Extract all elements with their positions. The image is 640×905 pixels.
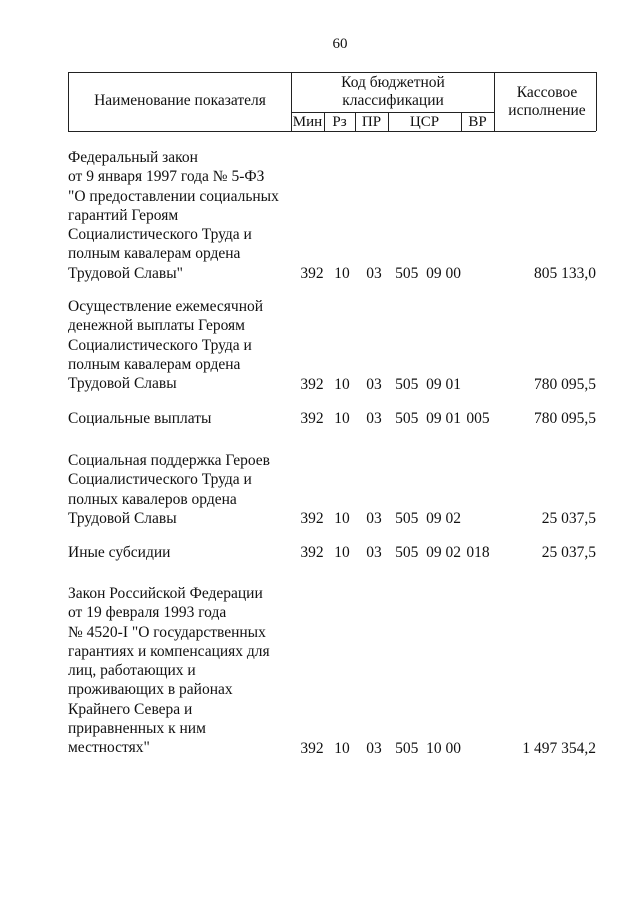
row-code-min: 392	[300, 375, 324, 393]
header-code-label: Код бюджетной классификации	[341, 74, 445, 109]
subheader-rz: Рз	[332, 114, 347, 130]
row-code-min: 392	[300, 739, 324, 757]
row-name-line: Социалистического Труда и	[68, 226, 252, 244]
row-name	[68, 584, 292, 758]
row-name-line: гарантиях и компенсациях для	[68, 642, 270, 660]
row-code-min: 392	[300, 510, 324, 528]
row-name	[68, 409, 292, 428]
row-name-line: Трудовой Славы	[68, 375, 177, 393]
row-name-line: Иные субсидии	[68, 544, 171, 561]
table-row	[68, 584, 596, 758]
row-code-rz: 10	[334, 544, 350, 562]
row-name-line: № 4520-I "О государственных	[68, 623, 266, 641]
table-row	[68, 451, 596, 528]
row-name-line: полных кавалеров ордена	[68, 490, 237, 508]
row-amount: 780 095,5	[534, 375, 596, 393]
row-name-line: проживающих в районах	[68, 681, 233, 699]
table-row	[68, 543, 596, 562]
row-name-line: Социальная поддержка Героев	[68, 452, 270, 469]
row-name-line: от 9 января 1997 года № 5-ФЗ	[68, 168, 265, 186]
header-amount-label: Кассовое исполнение	[508, 84, 586, 119]
header-bottom-border	[68, 131, 596, 132]
row-name-line: местностях"	[68, 739, 150, 757]
row-code-csr: 505 09 02	[395, 544, 461, 562]
row-amount: 25 037,5	[541, 544, 596, 562]
row-code-pr: 03	[366, 510, 382, 528]
row-code-pr: 03	[366, 739, 382, 757]
header-left-border	[68, 72, 69, 131]
row-name-line: от 19 февраля 1993 года	[68, 604, 227, 622]
row-name	[68, 148, 292, 283]
row-code-vr: 018	[466, 544, 490, 562]
row-name-line: приравненных к ним	[68, 720, 206, 738]
table-row	[68, 148, 596, 283]
table-row	[68, 297, 596, 394]
row-name-line: денежной выплаты Героям	[68, 317, 245, 335]
row-code-csr: 505 09 02	[395, 510, 461, 528]
row-name-line: Социалистического Труда и	[68, 471, 252, 489]
row-code-min: 392	[300, 410, 324, 428]
row-amount: 780 095,5	[534, 410, 596, 428]
row-code-vr: 005	[466, 410, 490, 428]
row-code-pr: 03	[366, 265, 382, 283]
row-name-line: полным кавалерам ордена	[68, 245, 241, 263]
row-name	[68, 451, 292, 528]
row-code-rz: 10	[334, 739, 350, 757]
row-code-csr: 505 09 00	[395, 265, 461, 283]
row-name-line: Трудовой Славы"	[68, 264, 183, 282]
page-number: 60	[332, 36, 348, 52]
row-name-line: Федеральный закон	[68, 149, 198, 166]
row-name-line: Социалистического Труда и	[68, 336, 252, 354]
header-name-label: Наименование показателя	[94, 92, 266, 109]
row-name-line: гарантий Героям	[68, 206, 179, 224]
subheader-vr: ВР	[468, 114, 487, 130]
subheader-min: Мин	[292, 114, 323, 130]
row-name-line: "О предоставлении социальных	[68, 187, 279, 205]
row-amount: 1 497 354,2	[522, 739, 596, 757]
header-top-border	[68, 72, 596, 73]
header-right-border	[596, 72, 597, 131]
row-code-rz: 10	[334, 510, 350, 528]
row-name-line: Закон Российской Федерации	[68, 585, 263, 602]
row-code-rz: 10	[334, 410, 350, 428]
row-name-line: лиц, работающих и	[68, 662, 196, 680]
row-code-pr: 03	[366, 544, 382, 562]
row-name-line: Социальные выплаты	[68, 410, 212, 427]
table-row	[68, 409, 596, 428]
row-name	[68, 297, 292, 393]
row-name-line: полным кавалерам ордена	[68, 355, 241, 373]
subheader-csr: ЦСР	[409, 114, 440, 130]
row-amount: 25 037,5	[541, 510, 596, 528]
row-code-csr: 505 09 01	[395, 375, 461, 393]
row-code-csr: 505 10 00	[395, 739, 461, 757]
row-name-line: Крайнего Севера и	[68, 700, 193, 718]
row-name	[68, 543, 292, 562]
row-code-csr: 505 09 01	[395, 410, 461, 428]
row-code-pr: 03	[366, 375, 382, 393]
row-amount: 805 133,0	[534, 265, 596, 283]
header-divider-amount	[494, 72, 495, 131]
table-header	[68, 72, 596, 132]
row-name-line: Трудовой Славы	[68, 509, 177, 527]
row-name-line: Осуществление ежемесячной	[68, 298, 264, 315]
row-code-min: 392	[300, 265, 324, 283]
row-code-min: 392	[300, 544, 324, 562]
row-code-pr: 03	[366, 410, 382, 428]
row-code-rz: 10	[334, 265, 350, 283]
row-code-rz: 10	[334, 375, 350, 393]
subheader-pr: ПР	[361, 114, 382, 130]
